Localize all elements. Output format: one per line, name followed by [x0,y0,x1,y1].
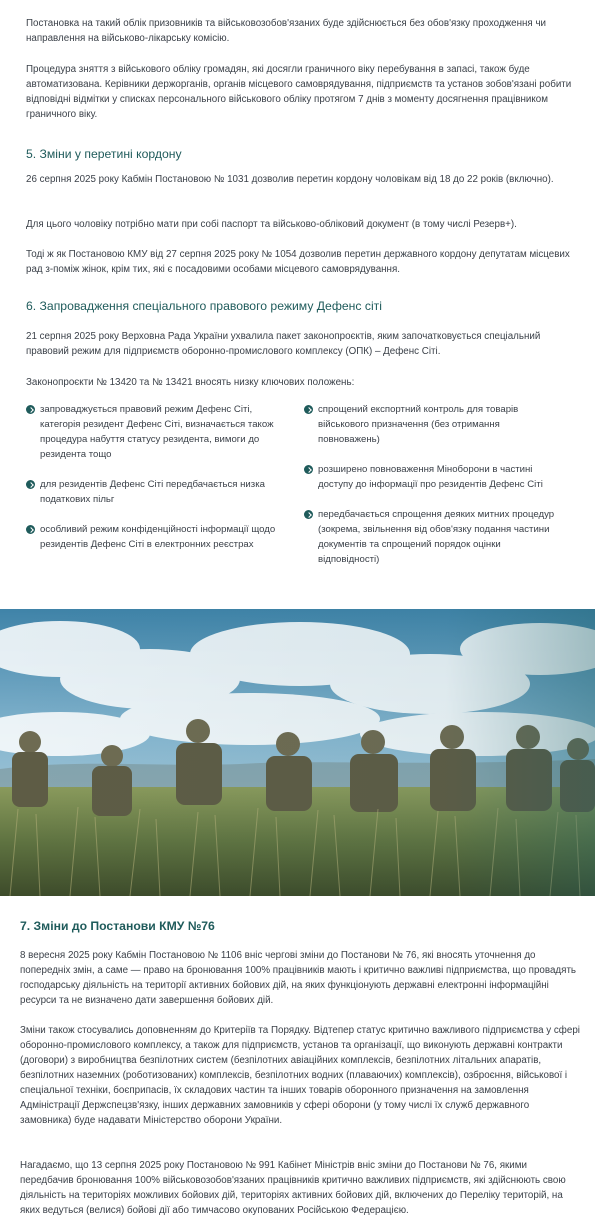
arrow-bullet-icon [26,405,35,414]
left-bullet-list [26,402,286,572]
arrow-bullet-icon [304,405,313,414]
intro-paragraph-2: Процедура зняття з військового обліку громадян, які досягли граничного віку перебування в запасі, також буде автоматизована. Керівники держорганів, органів місцевого самоврядування, підприємств та установ зобов'язані робити відповідні відмітки у списках персонального військового обліку протягом 7 днів з моменту досягнення працівником граничного віку. [26,64,572,120]
section-7-paragraph-2: Зміни також стосувались доповненням до Критеріїв та Порядку. Відтепер статус критично важливого підприємства у сфері оборонно-промислового комплексу, а також для підприємств, установ та організації, що виконують державні контракти (договори) з виробництва безпілотних систем (безпілотних авіаційних комплексів, безпілотних літальних апаратів, безпілотних наземних (роботизованих) комплексів, безпілотних водних (плаваючих) комплексів), озброєння, військової і спеціальної техніки, боєприпасів, їх складових частин та інших товарів оборонного призначення на замовлення Адміністрації Держспецзв'язку, інших державних замовників у сфері оборони (у тому числі їх служб державного замовника) буде надавати Міністерство оборони України. [20,1025,580,1126]
list-item: передбачається спрощення деяких митних процедур (зокрема, звільнення від обов'язку подання частини документів та спрощений порядок оцінки відповідності) [304,507,564,567]
right-bullet-list [304,402,564,572]
list-item: розширено повноваження Міноборони в частині доступу до інформації про резидентів Дефенс Сіті [304,462,564,492]
list-item: особливий режим конфіденційності інформації щодо резидентів Дефенс Сіті в електронних реєстрах [26,522,286,552]
section-7-paragraph-1: 8 вересня 2025 року Кабмін Постановою № 1106 вніс чергові зміни до Постанови № 76, які вносять уточнення до попередніх змін, а саме — право на бронювання 100% працівників мають і критично важливі підприємства, що провадять господарську діяльність на території активних бойових дій, на яких функціонують державні електронні інформаційні ресурси та не визначено дати завершення бойових дій. [20,950,577,1006]
arrow-bullet-icon [304,465,313,474]
lower-article-section [0,896,595,1232]
section-7-heading: 7. Зміни до Постанови КМУ №76 [20,919,215,933]
section-5-paragraph-2: Для цього чоловіку потрібно мати при собі паспорт та військово-обліковий документ (в тому числі Резерв+). [26,219,517,230]
arrow-bullet-icon [26,480,35,489]
section-7-paragraph-3: Нагадаємо, що 13 серпня 2025 року Постановою № 991 Кабінет Міністрів вніс зміни до Постанови № 76, якими передбачив бронювання 100% військовозобов'язаних працівників критично важливих підприємств, які здійснюють свою діяльність на територіях можливих бойових дій, територіях активних бойових дій, включених до Переліку територій, на яких ведуться (велися) бойові дії або тимчасово окупованих Російською Федерацією. [20,1160,566,1216]
list-item: для резидентів Дефенс Сіті передбачається низка податкових пільг [26,477,286,507]
arrow-bullet-icon [26,525,35,534]
section-6-heading: 6. Запровадження спеціального правового режиму Дефенс сіті [26,299,382,313]
section-5-heading: 5. Зміни у перетині кордону [26,147,182,161]
section-6-paragraph-2: Законопроєкти № 13420 та № 13421 вносять низку ключових положень: [26,377,355,388]
arrow-bullet-icon [304,510,313,519]
soldiers-in-field-photo [0,609,595,896]
intro-paragraph-1: Постановка на такий облік призовників та військовозобов'язаних буде здійснюється без обов'язку проходження чи направлення на військово-лікарську комісію. [26,18,547,44]
section-5-paragraph-3: Тоді ж як Постановою КМУ від 27 серпня 2025 року № 1054 дозволив перетин державного кордону депутатам місцевих рад з-поміж жінок, крім тих, які є посадовими особами місцевого самоврядування. [26,249,570,275]
section-6-paragraph-1: 21 серпня 2025 року Верховна Рада України ухвалила пакет законопроєктів, яким започатковується спеціальний правовий режим для підприємств оборонно-промислового комплексу (ОПК) – Дефенс Сіті. [26,331,541,357]
list-item: запроваджується правовий режим Дефенс Сіті, категорія резидент Дефенс Сіті, визначається також процедура набуття статусу резидента, вимоги до резидента тощо [26,402,286,462]
section-5-paragraph-1: 26 серпня 2025 року Кабмін Постановою № 1031 дозволив перетин кордону чоловікам від 18 до 22 років (включно). [26,174,554,185]
list-item: спрощений експортний контроль для товарів військового призначення (без отримання повноважень) [304,402,564,447]
upper-article-section [0,0,595,608]
